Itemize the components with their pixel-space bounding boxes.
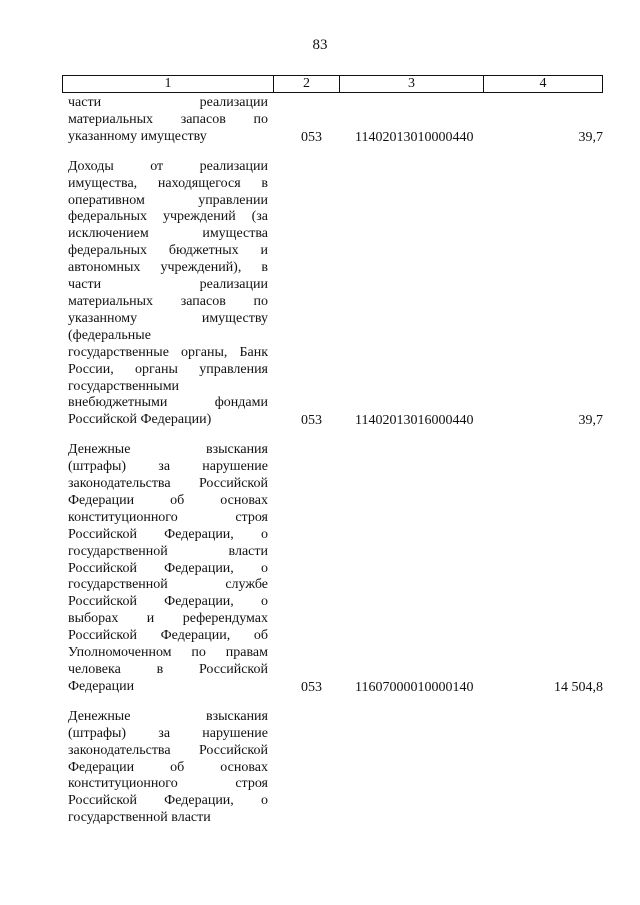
- description-line: Федерации: [68, 678, 135, 694]
- budget-classification-code: 11402013010000440: [355, 129, 474, 145]
- table-body: [68, 95, 603, 840]
- description-line: России, органы управления: [68, 361, 268, 377]
- description-line: указанному имуществу: [68, 310, 268, 326]
- description-line: государственные органы, Банк: [68, 344, 268, 360]
- description-line: Денежные взыскания: [68, 708, 268, 724]
- amount: 39,7: [578, 129, 603, 145]
- description-line: государственной службе: [68, 577, 268, 593]
- header-col-3: 3: [340, 76, 484, 92]
- amount: 39,7: [578, 413, 603, 429]
- description-line: (штрафы) за нарушение: [68, 459, 268, 475]
- admin-code: 053: [301, 413, 322, 429]
- description-line: Российской Федерации): [68, 412, 212, 428]
- amount: 14 504,8: [554, 679, 603, 695]
- table-row: [68, 442, 603, 696]
- header-col-1: 1: [63, 76, 274, 92]
- description-line: автономных учреждений), в: [68, 260, 268, 276]
- description-line: государственной власти: [68, 543, 268, 559]
- description-line: Уполномоченном по правам: [68, 645, 268, 661]
- description-line: (федеральные: [68, 327, 151, 343]
- description-line: внебюджетными фондами: [68, 395, 268, 411]
- description-line: Российской Федерации, о: [68, 594, 268, 610]
- table-row: [68, 159, 603, 430]
- description-line: части реализации: [68, 95, 268, 110]
- header-col-4: 4: [539, 76, 547, 91]
- table-row: [68, 709, 603, 827]
- description-line: Денежные взыскания: [68, 442, 268, 458]
- description-line: законодательства Российской: [68, 742, 268, 758]
- description-line: федеральных бюджетных и: [68, 243, 268, 259]
- description-line: человека в Российской: [68, 662, 268, 677]
- description-line: Российской Федерации, об: [68, 628, 268, 644]
- budget-classification-code: 11402013016000440: [355, 413, 474, 429]
- income-description: [68, 159, 268, 430]
- admin-code: 053: [301, 129, 322, 145]
- income-description: [68, 95, 268, 146]
- table-header: [62, 75, 603, 93]
- description-line: законодательства Российской: [68, 476, 268, 492]
- description-line: части реализации: [68, 277, 268, 293]
- description-line: федеральных учреждений (за: [68, 209, 268, 225]
- description-line: указанному имуществу: [68, 128, 207, 144]
- description-line: материальных запасов по: [68, 293, 268, 309]
- description-line: Доходы от реализации: [68, 158, 268, 174]
- income-description: [68, 709, 268, 827]
- description-line: Российской Федерации, о: [68, 793, 268, 809]
- income-description: [68, 442, 268, 696]
- description-line: имущества, находящегося в: [68, 175, 268, 191]
- description-line: (штрафы) за нарушение: [68, 725, 268, 741]
- description-line: Российской Федерации, о: [68, 526, 268, 542]
- description-line: конституционного строя: [68, 776, 268, 792]
- description-line: материальных запасов по: [68, 111, 268, 127]
- description-line: оперативном управлении: [68, 192, 268, 208]
- description-line: исключением имущества: [68, 226, 268, 242]
- description-line: конституционного строя: [68, 509, 268, 525]
- description-line: Федерации об основах: [68, 492, 268, 508]
- header-col-2: 2: [274, 76, 340, 92]
- description-line: выборах и референдумах: [68, 611, 268, 627]
- description-line: Федерации об основах: [68, 759, 268, 775]
- description-line: Российской Федерации, о: [68, 560, 268, 576]
- description-line: государственными: [68, 378, 180, 394]
- description-line: государственной власти: [68, 810, 211, 826]
- admin-code: 053: [301, 679, 322, 695]
- table-row: [68, 95, 603, 146]
- budget-classification-code: 11607000010000140: [355, 679, 474, 695]
- page-number: 83: [312, 37, 328, 53]
